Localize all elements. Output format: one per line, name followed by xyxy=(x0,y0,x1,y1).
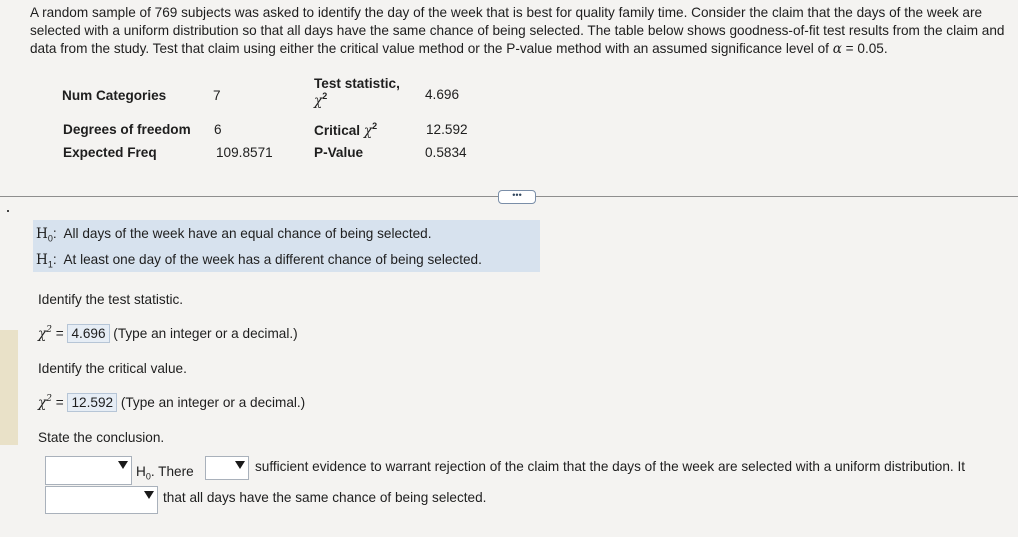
q1-prompt: Identify the test statistic. xyxy=(38,292,184,307)
conclusion-middle-text: sufficient evidence to warrant rejection of the claim that the days of the week are selected with a uniform distribution. It xyxy=(255,459,966,474)
conclusion-end-text: that all days have the same chance of being selected. xyxy=(163,490,487,505)
expected-freq-value: 109.8571 xyxy=(216,145,273,160)
more-options-button[interactable]: ••• xyxy=(498,190,536,204)
chi-squared-symbol: $\chi^2$ xyxy=(38,325,52,342)
null-hypothesis: $H_0$: All days of the week have an equal chance of being selected. xyxy=(36,226,432,244)
pvalue-value: 0.5834 xyxy=(425,145,467,160)
conclusion-reject-dropdown[interactable] xyxy=(45,456,132,485)
left-margin-strip xyxy=(0,330,18,445)
chevron-down-icon xyxy=(235,461,245,469)
q1-hint: (Type an integer or a decimal.) xyxy=(113,326,298,341)
df-label: Degrees of freedom xyxy=(63,122,191,137)
problem-statement xyxy=(30,4,1014,58)
conclusion-claim-dropdown[interactable] xyxy=(45,486,158,514)
df-value: 6 xyxy=(214,122,222,137)
q3-prompt: State the conclusion. xyxy=(38,430,165,445)
critical-chi-label: Critical $\chi^2$ xyxy=(314,121,378,139)
pvalue-label: P-Value xyxy=(314,145,364,160)
expected-freq-label: Expected Freq xyxy=(63,145,157,160)
num-categories-value: 7 xyxy=(213,88,221,103)
alpha-value: = 0.05. xyxy=(845,41,888,56)
alternative-hypothesis: $H_1$: At least one day of the week has a different chance of being selected. xyxy=(36,252,482,270)
q2-hint: (Type an integer or a decimal.) xyxy=(120,395,306,410)
hypotheses-box xyxy=(33,220,540,272)
chevron-down-icon xyxy=(144,491,154,499)
conclusion-h0-text: $H_0$. There xyxy=(136,464,194,482)
critical-value-answer-field[interactable]: 12.592 xyxy=(67,393,117,412)
chevron-down-icon xyxy=(118,461,128,469)
q1-answer-line: $\chi^2 = 4.696$ (Type an integer or a decimal.) xyxy=(38,325,298,342)
alpha-symbol: α xyxy=(832,41,842,57)
test-statistic-value: 4.696 xyxy=(425,87,460,102)
test-statistic-label: Test statistic, $\chi^2$ xyxy=(314,76,400,109)
margin-dot xyxy=(7,210,9,212)
q2-answer-line: $\chi^2 = 12.592$ (Type an integer or a decimal.) xyxy=(38,394,306,411)
conclusion-evidence-dropdown[interactable] xyxy=(205,456,249,480)
num-categories-label: Num Categories xyxy=(62,88,167,103)
chi-squared-symbol: $\chi^2$ xyxy=(38,394,52,411)
problem-text: A random sample of 769 subjects was asked to identify the day of the week that is best for quality family time. Consider the claim that the days of the week are selected with a uniform distribution so that all days have the same chance of being selected. The table below shows goodness-of-fit test results from the claim and data from the study. Test that claim using either the critical value method or the P-value method with an assumed significance level of xyxy=(30,5,1005,56)
critical-value: 12.592 xyxy=(426,122,468,137)
q2-prompt: Identify the critical value. xyxy=(38,361,187,376)
test-statistic-answer-field[interactable]: 4.696 xyxy=(67,324,109,343)
